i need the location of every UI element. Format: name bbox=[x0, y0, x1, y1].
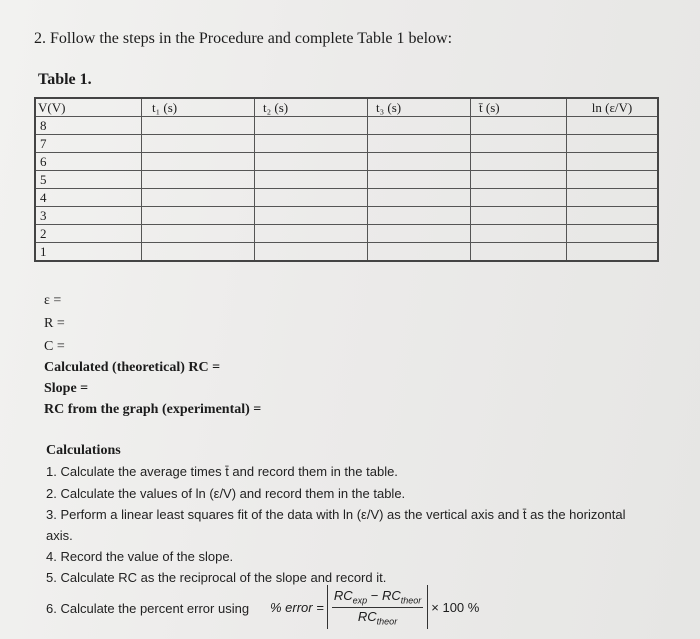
header-voltage: V(V) bbox=[35, 98, 142, 117]
minus-sign: − bbox=[370, 587, 379, 603]
t3-cell[interactable] bbox=[368, 225, 471, 243]
rc-experimental-label: RC from the graph (experimental) = bbox=[44, 402, 262, 417]
theor-subscript: theor bbox=[400, 595, 422, 606]
header-t-avg: t̄ (s) bbox=[471, 98, 567, 117]
theor-denominator-subscript: theor bbox=[376, 616, 398, 627]
voltage-cell: 8 bbox=[35, 117, 142, 135]
voltage-cell: 4 bbox=[35, 189, 142, 207]
t2-cell[interactable] bbox=[255, 117, 368, 135]
header-t2: t₂ (s) bbox=[255, 98, 368, 117]
t-avg-cell[interactable] bbox=[471, 171, 567, 189]
formula-abs-bars bbox=[327, 585, 428, 629]
ln-cell[interactable] bbox=[567, 225, 659, 243]
rc-theoretical-label: Calculated (theoretical) RC = bbox=[44, 360, 221, 375]
percent-error-formula bbox=[270, 585, 479, 629]
t-avg-cell[interactable] bbox=[471, 153, 567, 171]
header-t3: t₃ (s) bbox=[368, 98, 471, 117]
formula-denominator bbox=[358, 608, 397, 627]
ln-cell[interactable] bbox=[567, 153, 659, 171]
table-row bbox=[35, 135, 658, 153]
voltage-cell: 2 bbox=[35, 225, 142, 243]
t1-cell[interactable] bbox=[142, 207, 255, 225]
epsilon-label: ε = bbox=[44, 293, 62, 308]
t1-cell[interactable] bbox=[142, 225, 255, 243]
t3-cell[interactable] bbox=[368, 171, 471, 189]
t-avg-cell[interactable] bbox=[471, 243, 567, 262]
t-avg-cell[interactable] bbox=[471, 189, 567, 207]
t1-cell[interactable] bbox=[142, 243, 255, 262]
table-header-row bbox=[35, 98, 658, 117]
table-row bbox=[35, 243, 658, 262]
t1-cell[interactable] bbox=[142, 171, 255, 189]
formula-lhs: % error = bbox=[270, 599, 324, 615]
question-heading: 2. Follow the steps in the Procedure and complete Table 1 below: bbox=[34, 30, 453, 47]
rc-denominator-symbol: RC bbox=[357, 608, 377, 624]
calc-step-3-cont: axis. bbox=[46, 528, 73, 543]
calc-step-2: 2. Calculate the values of ln (ε/V) and record them in the table. bbox=[46, 486, 406, 501]
t2-cell[interactable] bbox=[255, 153, 368, 171]
t1-cell[interactable] bbox=[142, 135, 255, 153]
calc-step-1: 1. Calculate the average times t̄ and record them in the table. bbox=[46, 464, 398, 479]
header-ln-ratio: ln (ε/V) bbox=[567, 98, 659, 117]
table-row bbox=[35, 207, 658, 225]
t2-cell[interactable] bbox=[255, 135, 368, 153]
t3-cell[interactable] bbox=[368, 207, 471, 225]
t2-cell[interactable] bbox=[255, 225, 368, 243]
t-avg-cell[interactable] bbox=[471, 225, 567, 243]
calc-step-6: 6. Calculate the percent error using bbox=[46, 601, 250, 616]
header-t1: t₁ (s) bbox=[142, 98, 255, 117]
formula-numerator bbox=[332, 588, 423, 608]
voltage-cell: 6 bbox=[35, 153, 142, 171]
table-row bbox=[35, 189, 658, 207]
t-avg-cell[interactable] bbox=[471, 117, 567, 135]
formula-times-100: × 100 % bbox=[431, 599, 480, 615]
table-row bbox=[35, 171, 658, 189]
rc-theor-symbol: RC bbox=[381, 587, 401, 603]
capacitance-label: C = bbox=[44, 339, 65, 354]
slope-label: Slope = bbox=[44, 381, 89, 396]
t3-cell[interactable] bbox=[368, 153, 471, 171]
t-avg-cell[interactable] bbox=[471, 135, 567, 153]
exp-subscript: exp bbox=[352, 595, 368, 606]
voltage-cell: 3 bbox=[35, 207, 142, 225]
ln-cell[interactable] bbox=[567, 135, 659, 153]
t3-cell[interactable] bbox=[368, 189, 471, 207]
ln-cell[interactable] bbox=[567, 207, 659, 225]
t3-cell[interactable] bbox=[368, 243, 471, 262]
t1-cell[interactable] bbox=[142, 117, 255, 135]
t3-cell[interactable] bbox=[368, 135, 471, 153]
voltage-cell: 5 bbox=[35, 171, 142, 189]
t2-cell[interactable] bbox=[255, 189, 368, 207]
t1-cell[interactable] bbox=[142, 189, 255, 207]
table-caption: Table 1. bbox=[38, 71, 92, 88]
data-table bbox=[34, 97, 659, 262]
table-row bbox=[35, 117, 658, 135]
table-row bbox=[35, 225, 658, 243]
calculations-title: Calculations bbox=[46, 443, 121, 458]
t1-cell[interactable] bbox=[142, 153, 255, 171]
resistance-label: R = bbox=[44, 316, 65, 331]
calc-step-4: 4. Record the value of the slope. bbox=[46, 549, 234, 564]
calc-step-3: 3. Perform a linear least squares fit of the data with ln (ε/V) as the vertical axis and t̄ as the horizontal bbox=[46, 507, 626, 522]
voltage-cell: 7 bbox=[35, 135, 142, 153]
t2-cell[interactable] bbox=[255, 207, 368, 225]
t-avg-cell[interactable] bbox=[471, 207, 567, 225]
calc-step-5: 5. Calculate RC as the reciprocal of the slope and record it. bbox=[46, 570, 387, 585]
ln-cell[interactable] bbox=[567, 243, 659, 262]
t2-cell[interactable] bbox=[255, 171, 368, 189]
formula-fraction bbox=[332, 588, 423, 626]
voltage-cell: 1 bbox=[35, 243, 142, 262]
ln-cell[interactable] bbox=[567, 189, 659, 207]
t2-cell[interactable] bbox=[255, 243, 368, 262]
t3-cell[interactable] bbox=[368, 117, 471, 135]
table-row bbox=[35, 153, 658, 171]
rc-exp-symbol: RC bbox=[333, 587, 353, 603]
ln-cell[interactable] bbox=[567, 117, 659, 135]
ln-cell[interactable] bbox=[567, 171, 659, 189]
